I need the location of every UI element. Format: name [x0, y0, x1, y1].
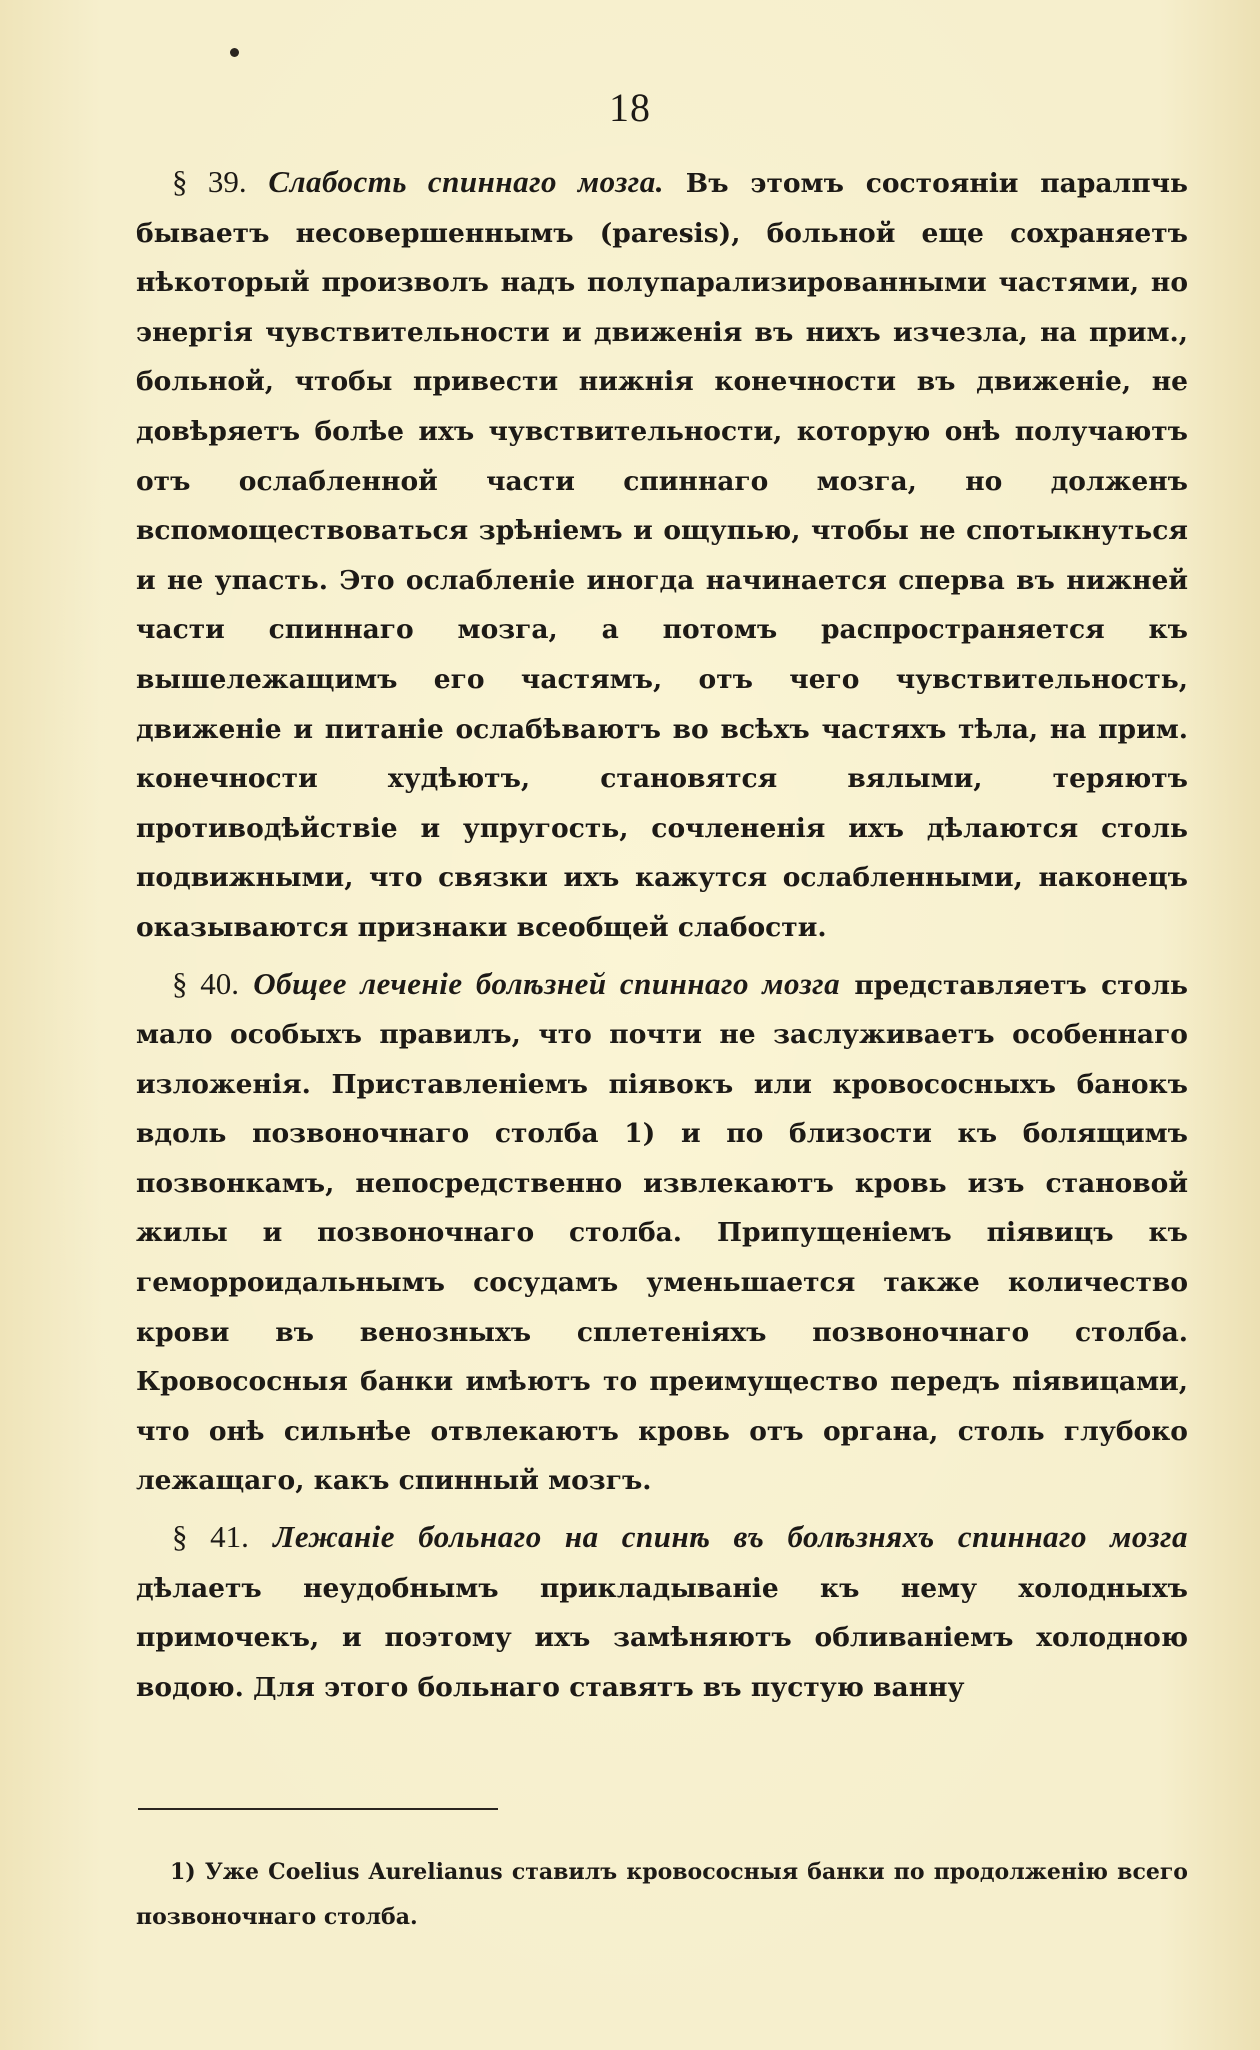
ink-spot: [230, 48, 239, 57]
footnote-divider: [138, 1808, 498, 1810]
footnote-text: 1) Уже Coelius Aurelianus ставилъ кровососныя банки по продолженiю всего позвоночнаго столба.: [136, 1859, 1188, 1930]
paragraph-40: [136, 959, 1188, 1507]
paragraph-body: дѣлаетъ неудобнымъ прикладыванiе къ нему холодныхъ примочекъ, и поэтому ихъ замѣняютъ обливанiемъ холодною водою. Для этого больнаго ставятъ въ пустую ванну: [136, 1572, 1188, 1703]
main-text: [136, 157, 1188, 1712]
section-heading: Слабость спиннаго мозга.: [268, 164, 664, 199]
paragraph-body: представляетъ столь мало особыхъ правилъ, что почти не заслуживаетъ особеннаго изложенiя. Приставленiемъ пiявокъ или кровососныхъ банокъ вдоль позвоночнаго столба 1) и по близости къ болящимъ позвонкамъ, непосредственно извлекаютъ кровь изъ становой жилы и позвоночнаго столба. Припущенiемъ пiявицъ къ геморроидальнымъ сосудамъ уменьшается также количество крови въ венозныхъ сплетенiяхъ позвоночнаго столба. Кровососныя банки имѣютъ то преимущество передъ пiявицами, что онѣ сильнѣе отвлекаютъ кровь отъ органа, столь глубоко лежащаго, какъ спинный мозгъ.: [136, 969, 1189, 1497]
paragraph-body: Въ этомъ состоянiи паралпчь бываетъ несовершеннымъ (paresis), больной еще сохраняетъ нѣкоторый произволъ надъ полупарализированными частями, но энергiя чувствительности и движенiя въ нихъ изчезла, на прим., больной, чтобы привести нижнiя конечности въ движенiе, не довѣряетъ болѣе ихъ чувствительности, которую онѣ получаютъ отъ ослабленной части спиннаго мозга, но долженъ вспомоществоваться зрѣнiемъ и ощупью, чтобы не спотыкнуться и не упасть. Это ослабленiе иногда начинается сперва въ нижней части спиннаго мозга, а потомъ распространяется къ вышележащимъ его частямъ, отъ чего чувствительность, движенiе и питанiе ослабѣваютъ во всѣхъ частяхъ тѣла, на прим. конечности худѣютъ, становятся вялыми, теряютъ противодѣйствiе и упругость, сочлененiя ихъ дѣлаются столь подвижными, что связки ихъ кажутся ослабленными, наконецъ оказываются признаки всеобщей слабости.: [136, 168, 1188, 943]
section-heading: Общее леченiе болѣзней спиннаго мозга: [253, 965, 841, 1001]
footnote: [136, 1850, 1188, 1940]
page-number: 18: [609, 85, 651, 130]
paragraph-39: [136, 157, 1188, 953]
paragraph-41: [136, 1512, 1188, 1712]
section-number: § 39.: [172, 164, 247, 199]
section-number: § 40.: [172, 965, 240, 1001]
section-heading: Лежанiе больнаго на спинѣ въ болѣзняхъ спиннаго мозга: [273, 1519, 1189, 1555]
section-number: § 41.: [172, 1519, 249, 1555]
